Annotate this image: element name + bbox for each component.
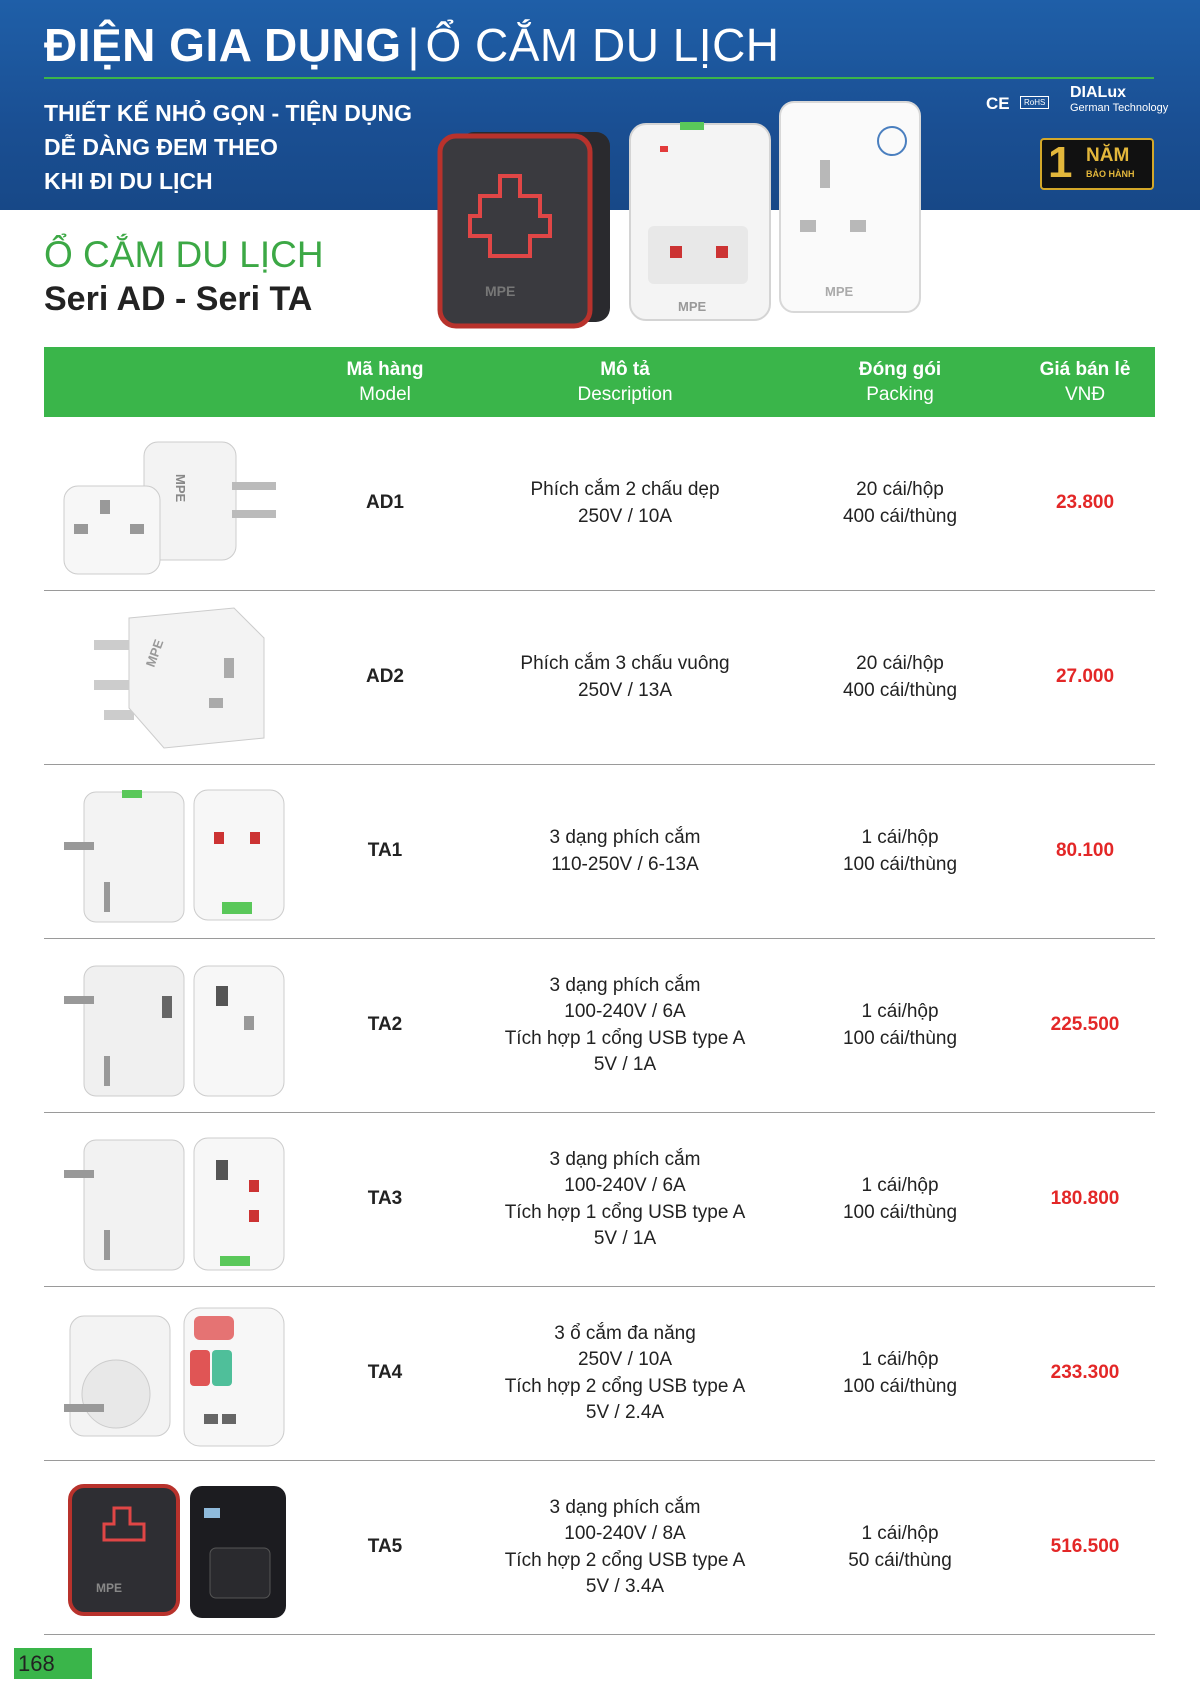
adapter-ad1-image [44, 424, 294, 584]
table-row [44, 765, 1155, 939]
packing-line: 1 cái/hộp [861, 1001, 939, 1022]
model-cell: TA3 [367, 1188, 403, 1210]
section-subtitle: Seri AD - Seri TA [44, 280, 313, 318]
packing-line: 400 cái/thùng [842, 505, 958, 527]
packing-line: 100 cái/thùng [842, 1027, 958, 1049]
description-line: 250V / 10A [577, 1349, 673, 1370]
description-line: 5V / 2.4A [585, 1402, 665, 1423]
description-cell [490, 939, 760, 1112]
table-row [44, 939, 1155, 1113]
description-line: 100-240V / 8A [564, 1523, 686, 1544]
header-description-vi: Mô tả [600, 359, 650, 380]
tagline-line: THIẾT KẾ NHỎ GỌN - TIỆN DỤNG [44, 100, 412, 126]
warranty-label: BẢO HÀNH [1086, 169, 1135, 179]
description-line: 3 ổ cắm đa năng [554, 1322, 696, 1344]
description-line: 5V / 1A [593, 1054, 657, 1075]
description-line: Phích cắm 2 chấu dẹp [530, 479, 720, 500]
page-title [44, 18, 780, 72]
warranty-badge [1040, 138, 1154, 190]
description-line: 3 dạng phích cắm [549, 1496, 701, 1518]
table-row [44, 1461, 1155, 1635]
adapter-ta3-image [44, 1120, 294, 1280]
hero-product-image [430, 96, 1000, 336]
header-model-en: Model [359, 384, 411, 405]
description-cell [490, 1287, 760, 1460]
description-line: 5V / 3.4A [585, 1576, 665, 1597]
description-line: 3 dạng phích cắm [549, 974, 701, 996]
ad2-brand: MPE [142, 636, 167, 669]
hero-brand-black: MPE [485, 283, 516, 299]
table-header [44, 347, 1155, 417]
table-row [44, 591, 1155, 765]
packing-line: 20 cái/hộp [856, 479, 944, 500]
title-category: ĐIỆN GIA DỤNG [44, 19, 402, 71]
model-cell: AD2 [365, 666, 404, 688]
tagline-line: KHI ĐI DU LỊCH [44, 168, 213, 194]
packing-line: 100 cái/thùng [842, 1375, 958, 1397]
packing-cell [800, 591, 1000, 764]
model-cell: TA5 [367, 1536, 403, 1558]
tagline [44, 96, 412, 198]
header-price [1010, 357, 1160, 407]
german-technology-label: German Technology [1070, 102, 1169, 114]
model-cell: TA4 [367, 1362, 403, 1384]
title-product: Ổ CẮM DU LỊCH [425, 19, 780, 71]
description-line: Tích hợp 2 cổng USB type A [504, 1549, 746, 1571]
adapter-ta1-image [44, 772, 294, 932]
header-divider [44, 77, 1154, 79]
packing-line: 20 cái/hộp [856, 653, 944, 674]
adapter-ta5-image [44, 1468, 294, 1628]
black-travel-adapter-image [440, 132, 610, 326]
table-row [44, 1287, 1155, 1461]
tagline-line: DỄ DÀNG ĐEM THEO [44, 134, 278, 160]
white-adapter-rear-image [780, 102, 920, 312]
product-image-cell [44, 1113, 304, 1286]
packing-cell [800, 417, 1000, 590]
description-cell [490, 591, 760, 764]
description-line: 3 dạng phích cắm [549, 827, 701, 848]
packing-cell [800, 1461, 1000, 1634]
product-table [44, 347, 1155, 1635]
adapter-ta2-image [44, 946, 294, 1106]
header-packing-en: Packing [866, 384, 934, 405]
section-title: Ổ CẮM DU LỊCH [44, 234, 324, 275]
packing-line: 1 cái/hộp [861, 1523, 939, 1544]
description-line: 3 dạng phích cắm [549, 1148, 701, 1170]
model-cell: AD1 [365, 492, 404, 514]
description-cell [490, 417, 760, 590]
packing-line: 100 cái/thùng [842, 1201, 958, 1223]
description-line: Tích hợp 2 cổng USB type A [504, 1375, 746, 1397]
warranty-unit: NĂM [1086, 145, 1130, 166]
packing-cell [800, 1113, 1000, 1286]
description-cell [490, 765, 760, 938]
warranty-number: 1 [1048, 138, 1073, 187]
description-line: 250V / 10A [577, 505, 672, 527]
hero-brand-white: MPE [678, 299, 707, 314]
packing-line: 1 cái/hộp [861, 1349, 939, 1370]
price-cell: 180.800 [1050, 1188, 1120, 1210]
adapter-ad2-image [44, 598, 294, 758]
product-image-cell [44, 1287, 304, 1460]
packing-cell [800, 1287, 1000, 1460]
price-cell: 23.800 [1055, 492, 1115, 514]
description-line: 110-250V / 6-13A [551, 853, 699, 875]
packing-cell [800, 939, 1000, 1112]
description-cell [490, 1113, 760, 1286]
header-model [320, 357, 450, 407]
price-cell: 516.500 [1050, 1536, 1120, 1558]
header-model-vi: Mã hàng [346, 359, 424, 380]
price-cell: 225.500 [1050, 1014, 1120, 1036]
description-line: 250V / 13A [577, 679, 672, 701]
header-price-vi: Giá bán lẻ [1039, 359, 1131, 380]
ce-mark: CE [986, 94, 1010, 113]
rohs-mark: RoHS [1020, 96, 1049, 109]
white-travel-adapter-image [630, 122, 770, 320]
ta5-brand: MPE [96, 1580, 123, 1595]
price-cell: 233.300 [1050, 1362, 1120, 1384]
product-image-cell [44, 765, 304, 938]
price-cell: 27.000 [1055, 666, 1115, 688]
model-cell: TA1 [367, 840, 403, 862]
packing-line: 100 cái/thùng [842, 853, 958, 875]
description-line: 100-240V / 6A [564, 1001, 686, 1022]
product-image-cell [44, 417, 304, 590]
product-image-cell [44, 1461, 304, 1634]
description-line: 5V / 1A [593, 1228, 657, 1249]
table-row [44, 1113, 1155, 1287]
description-cell [490, 1461, 760, 1634]
product-image-cell [44, 591, 304, 764]
dialux-logo: DIALux [1070, 84, 1126, 101]
packing-line: 1 cái/hộp [861, 1175, 939, 1196]
hero-brand-white-2: MPE [825, 284, 854, 299]
description-line: Tích hợp 1 cổng USB type A [504, 1201, 746, 1223]
price-cell: 80.100 [1055, 840, 1115, 862]
header-price-en: VNĐ [1064, 384, 1106, 405]
model-cell: TA2 [367, 1014, 403, 1036]
header-description [490, 357, 760, 407]
header-packing [800, 357, 1000, 407]
packing-line: 50 cái/thùng [848, 1549, 952, 1571]
packing-cell [800, 765, 1000, 938]
page-number: 168 [14, 1648, 92, 1679]
certification-logos [986, 84, 1169, 124]
description-line: 100-240V / 6A [564, 1175, 686, 1196]
description-line: Phích cắm 3 chấu vuông [520, 653, 730, 674]
product-image-cell [44, 939, 304, 1112]
table-row [44, 417, 1155, 591]
description-line: Tích hợp 1 cổng USB type A [504, 1027, 746, 1049]
packing-line: 400 cái/thùng [842, 679, 958, 701]
header-packing-vi: Đóng gói [858, 359, 942, 380]
header-description-en: Description [577, 384, 673, 405]
ad1-brand: MPE [173, 473, 188, 502]
packing-line: 1 cái/hộp [861, 827, 939, 848]
adapter-ta4-image [44, 1294, 294, 1454]
title-separator: | [407, 19, 420, 71]
